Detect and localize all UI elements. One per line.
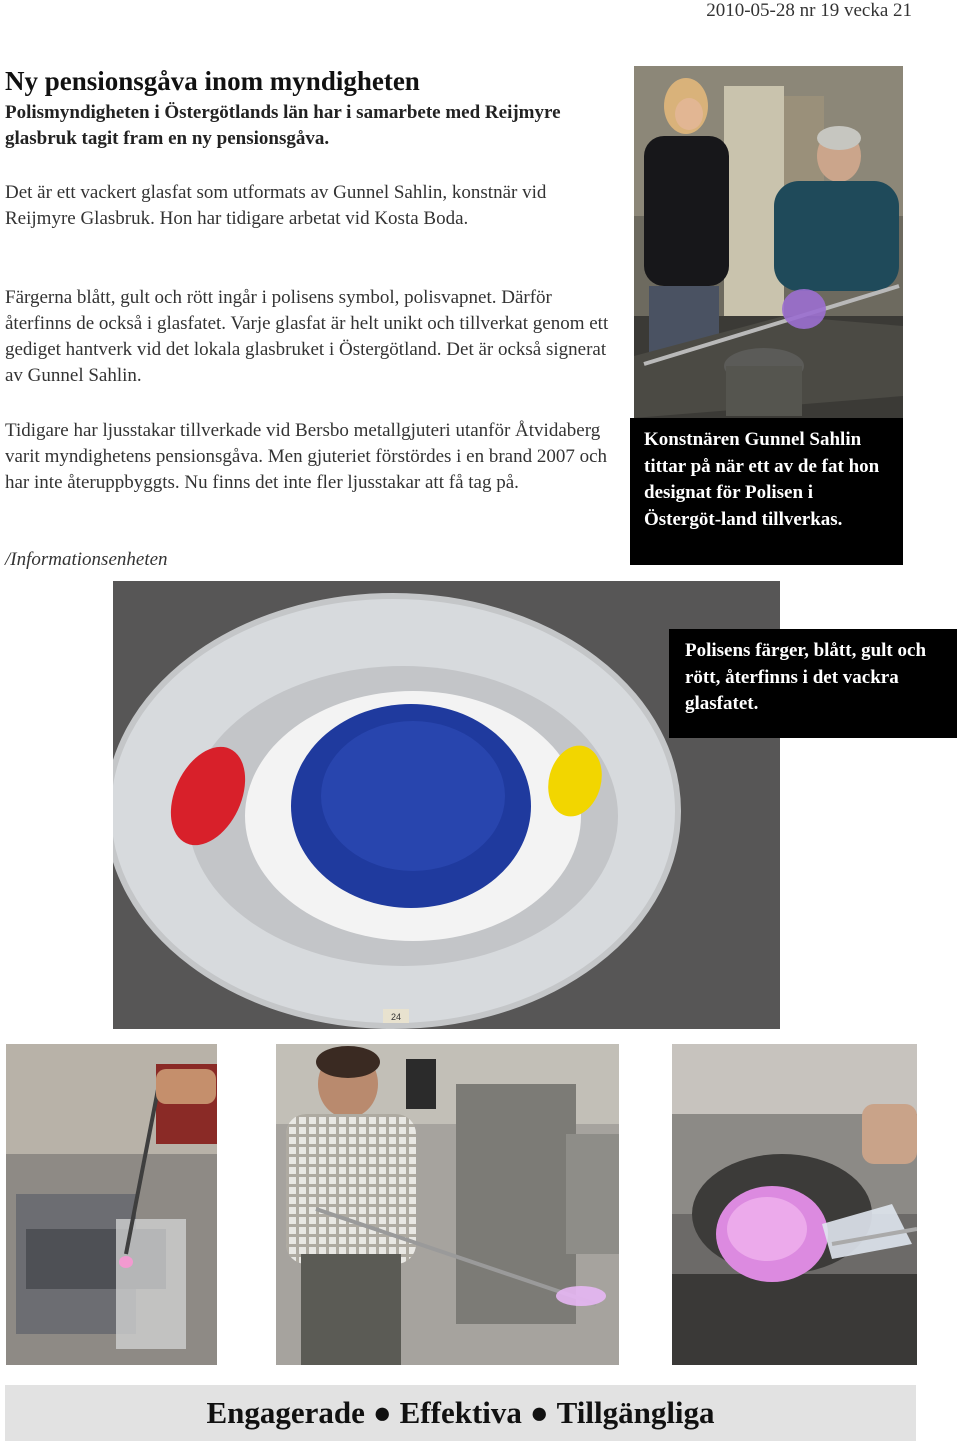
issue-date-line: 2010-05-28 nr 19 vecka 21 bbox=[706, 0, 912, 21]
bullet-separator-icon: ● bbox=[372, 1395, 392, 1430]
bullet-separator-icon: ● bbox=[529, 1395, 549, 1430]
article-paragraph-1: Det är ett vackert glasfat som utformats av Gunnel Sahlin, konstnär vid Reijmyre Glasbruk. Hon har tidigare arbetat vid Kosta Boda. bbox=[5, 182, 547, 229]
article-paragraph-2: Färgerna blått, gult och rött ingår i polisens symbol, polisvapnet. Därför återfinns de också i glasfatet. Varje glasfat är helt unikt och tillverkat genom ett gediget hantverk vid det lokala glasbruket i Östergötland. Det är också signerat av Gunnel Sahlin. bbox=[5, 287, 609, 386]
caption-artist: Konstnären Gunnel Sahlin tittar på när ett av de fat hon designat för Polisen i Östergöt-land tillverkas. bbox=[630, 418, 903, 565]
article-paragraph-3: Tidigare har ljusstakar tillverkade vid Bersbo metallgjuteri utanför Åtvidaberg varit myndighetens pensionsgåva. Men gjuteriet förstördes i en brand 2007 och har inte återuppbyggts. Nu finns det inte fler ljusstakar att få tag på. bbox=[5, 420, 608, 493]
plate-label: 24 bbox=[390, 1012, 402, 1022]
caption-plate: Polisens färger, blått, gult och rött, återfinns i det vackra glasfatet. bbox=[669, 629, 957, 738]
photo-glass-furnace bbox=[6, 1044, 217, 1365]
photo-glassblower bbox=[276, 1044, 619, 1365]
article-subtitle: Polismyndigheten i Östergötlands län har i samarbete med Reijmyre glasbruk tagit fram en ny pensionsgåva. bbox=[5, 102, 561, 149]
page-title: Ny pensionsgåva inom myndigheten bbox=[5, 66, 420, 96]
footer-slogan bbox=[5, 1385, 916, 1441]
slogan-word-2: Effektiva bbox=[399, 1395, 522, 1430]
photo-pink-glass-bowl bbox=[672, 1044, 917, 1365]
slogan-word-3: Tillgängliga bbox=[556, 1395, 715, 1430]
slogan-word-1: Engagerade bbox=[206, 1395, 365, 1430]
article-signature: /Informationsenheten bbox=[5, 549, 168, 570]
photo-artist-watching bbox=[634, 66, 903, 418]
